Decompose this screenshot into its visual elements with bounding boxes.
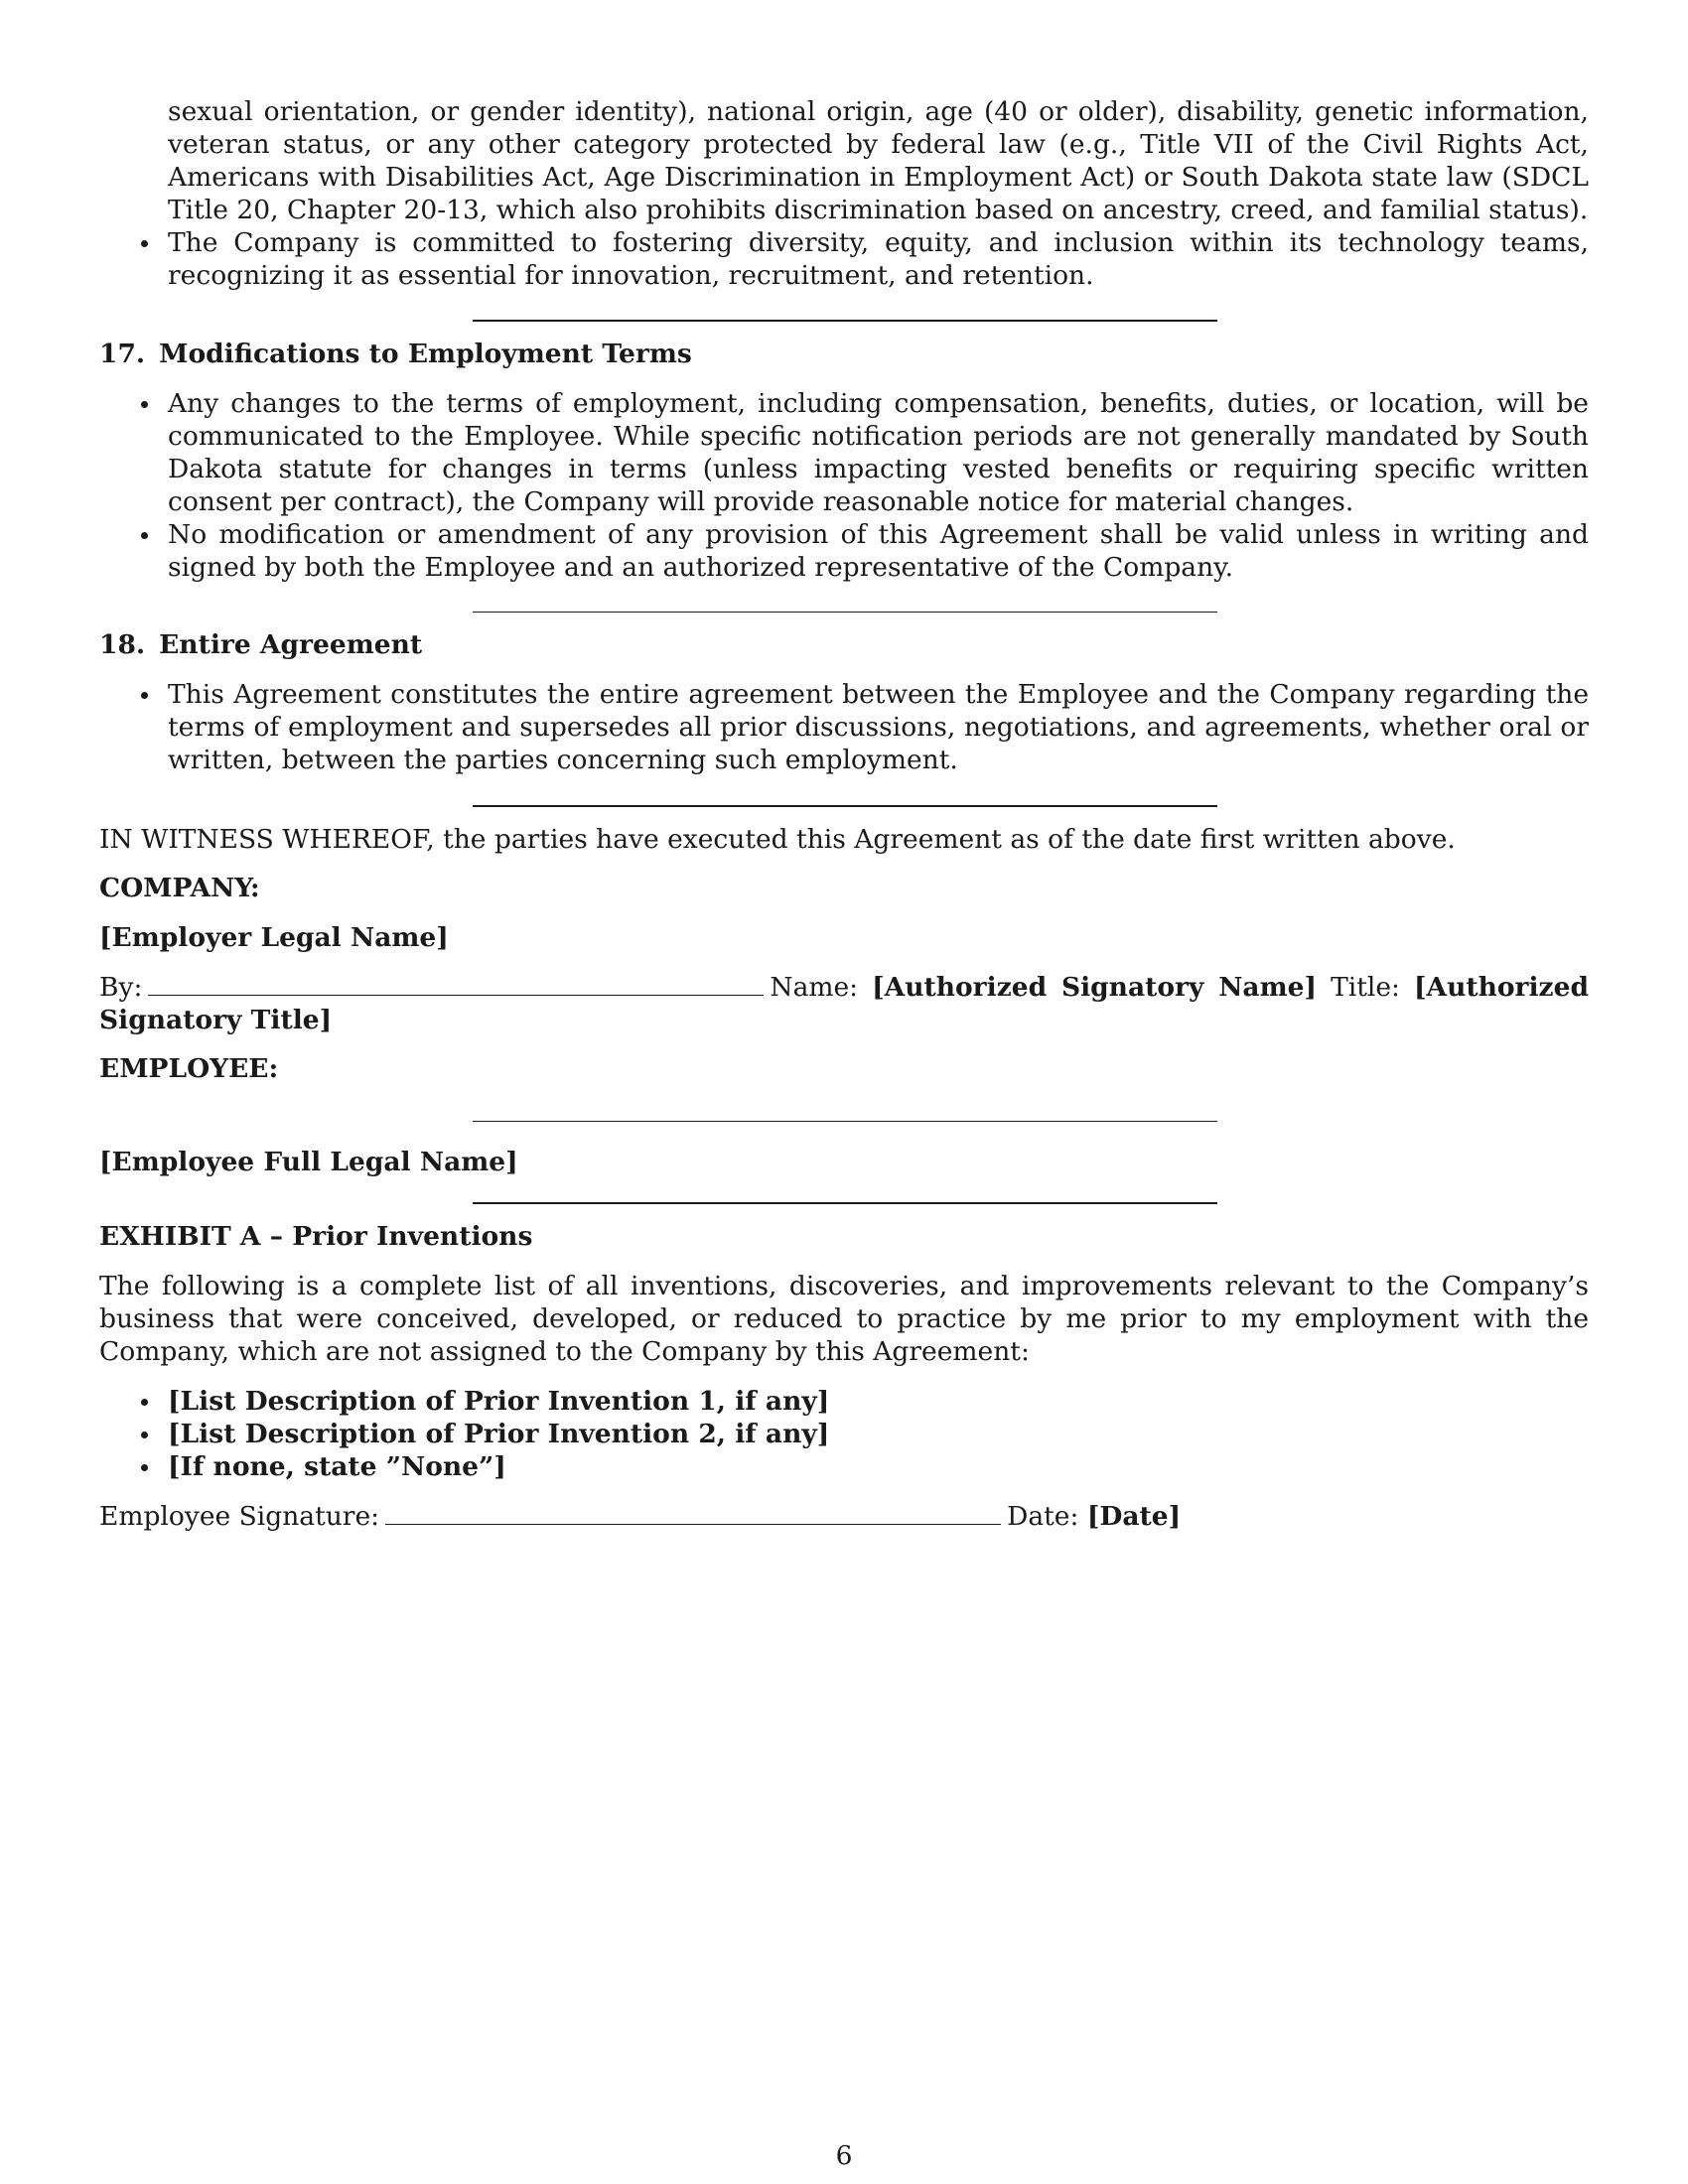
exhibit-signature-field[interactable] xyxy=(385,1502,1001,1525)
section-18-heading: 18. Entire Agreement xyxy=(99,629,423,660)
employer-name: [Employer Legal Name] xyxy=(99,922,449,953)
exhibit-intro: The following is a complete list of all inventions, discoveries, and improvements relevant to the Company’s business that were conceived, developed, or reduced to practice by me prior to my employment with the Company, which are not assigned to the Company by this Agreement: xyxy=(99,1271,1589,1367)
list-item: The Company is committed to fostering diversity, equity, and inclusion within its technology teams, recognizing it as essential for innovation, recruitment, and retention. xyxy=(99,226,1589,292)
section-17-list xyxy=(99,387,1589,584)
list-item: This Agreement constitutes the entire agreement between the Employee and the Company regarding the terms of employment and supersedes all prior discussions, negotiations, and agreements, whether oral or written, between the parties concerning such employment. xyxy=(99,678,1589,776)
section-divider xyxy=(473,1202,1217,1204)
list-item: [If none, state ”None”] xyxy=(99,1450,1589,1483)
section-17-heading: 17. Modifications to Employment Terms xyxy=(99,339,692,369)
company-label: COMPANY: xyxy=(99,873,260,903)
document-page xyxy=(99,95,1589,1533)
list-item: [List Description of Prior Invention 1, if any] xyxy=(99,1385,1589,1418)
continued-bullet-text: sexual orientation, or gender identity), national origin, age (40 or older), disability, genetic information, veteran status, or any other category protected by federal law (e.g., Title VII of the Civil Rights Act, Americans with Disabilities Act, Age Discrimination in Employment Act) or South Dakota state law (SDCL Title 20, Chapter 20-13, which also prohibits discrimination based on ancestry, creed, and familial status). xyxy=(168,96,1589,225)
section-divider xyxy=(473,320,1217,322)
list-item: [List Description of Prior Invention 2, if any] xyxy=(99,1418,1589,1450)
section-divider xyxy=(473,805,1217,807)
witness-statement: IN WITNESS WHEREOF, the parties have executed this Agreement as of the date first written above. xyxy=(99,824,1456,855)
employee-label: EMPLOYEE: xyxy=(99,1053,279,1084)
section-18-list xyxy=(99,678,1589,776)
continued-bullet-list xyxy=(99,226,1589,292)
page-number: 6 xyxy=(835,2140,853,2171)
exhibit-title: EXHIBIT A – Prior Inventions xyxy=(99,1221,533,1252)
company-signature-field[interactable] xyxy=(148,973,764,996)
employee-name: [Employee Full Legal Name] xyxy=(99,1147,518,1177)
company-signature-line: By: Name: [Authorized Signatory Name] Title: [Authorized Signatory Title] xyxy=(99,972,1589,1035)
exhibit-signature-line: Employee Signature: Date: [Date] xyxy=(99,1501,1182,1532)
employee-signature-field[interactable] xyxy=(473,1121,1217,1122)
list-item: No modification or amendment of any provision of this Agreement shall be valid unless in writing and signed by both the Employee and an authorized representative of the Company. xyxy=(99,518,1589,584)
section-divider xyxy=(473,612,1217,613)
list-item: Any changes to the terms of employment, including compensation, benefits, duties, or location, will be communicated to the Employee. While specific notification periods are not generally mandated by South Dakota statute for changes in terms (unless impacting vested benefits or requiring specific written consent per contract), the Company will provide reasonable notice for material changes. xyxy=(99,387,1589,518)
prior-inventions-list xyxy=(99,1385,1589,1483)
